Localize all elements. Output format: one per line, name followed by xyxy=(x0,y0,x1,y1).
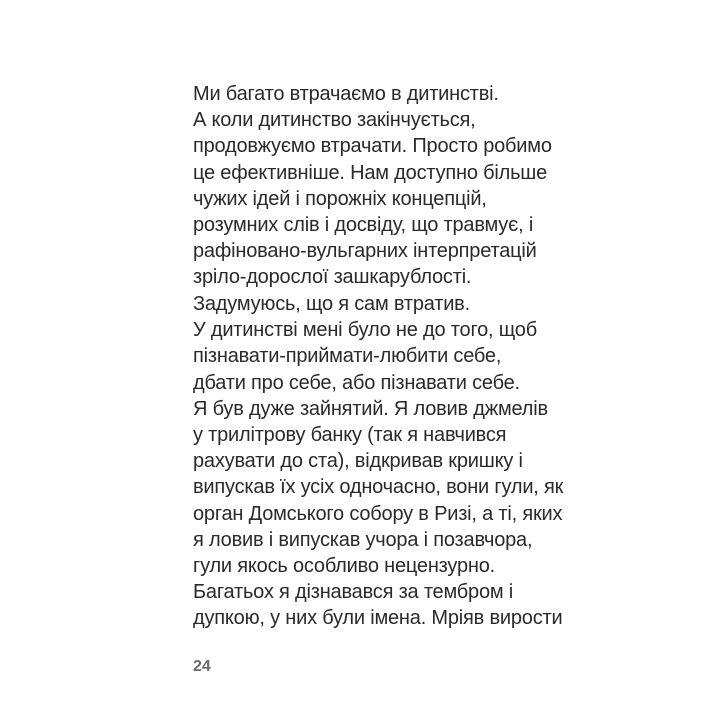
text-line: пізнавати-приймати-любити себе, xyxy=(193,345,502,368)
paragraph-2 xyxy=(193,291,573,632)
text-line: дупкою, у них були імена. Мріяв вирости xyxy=(193,607,563,630)
text-line: Задумуюсь, що я сам втратив. xyxy=(193,293,470,315)
text-line: випускав їх усіх одночасно, вони гули, як xyxy=(193,476,564,499)
text-line: дбати про себе, або пізнавати себе. xyxy=(193,371,520,394)
text-line: орган Домського собору в Ризі, а ті, яких xyxy=(193,502,563,525)
text-line: гули якось особливо нецензурно. xyxy=(193,555,496,578)
text-line: У дитинстві мені було не до того, щоб xyxy=(193,319,537,342)
text-line: це ефективніше. Нам доступно більше xyxy=(193,161,548,184)
text-line: Я був дуже зайнятий. Я ловив джмелів xyxy=(193,397,548,420)
text-line: у трилітрову банку (так я навчився xyxy=(193,424,507,447)
text-line: зріло-дорослої зашкарублості. xyxy=(193,266,472,289)
text-line: Багатьох я дізнавався за тембром і xyxy=(193,581,514,604)
text-line: Ми багато втрачаємо в дитинстві. xyxy=(193,83,499,105)
text-line: чужих ідей і порожніх концепцій, xyxy=(193,187,487,210)
text-line: рафіновано-вульгарних інтерпретацій xyxy=(193,240,537,263)
text-line: рахувати до ста), відкривав кришку і xyxy=(193,450,523,473)
page-number: 24 xyxy=(193,658,211,675)
text-line: А коли дитинство закінчується, xyxy=(193,109,476,132)
text-line: розумних слів і досвіду, що травмує, і xyxy=(193,214,534,237)
text-line: я ловив і випускав учора і позавчора, xyxy=(193,528,533,551)
text-line: продовжуємо втрачати. Просто робимо xyxy=(193,135,552,158)
paragraph-1 xyxy=(193,81,573,291)
